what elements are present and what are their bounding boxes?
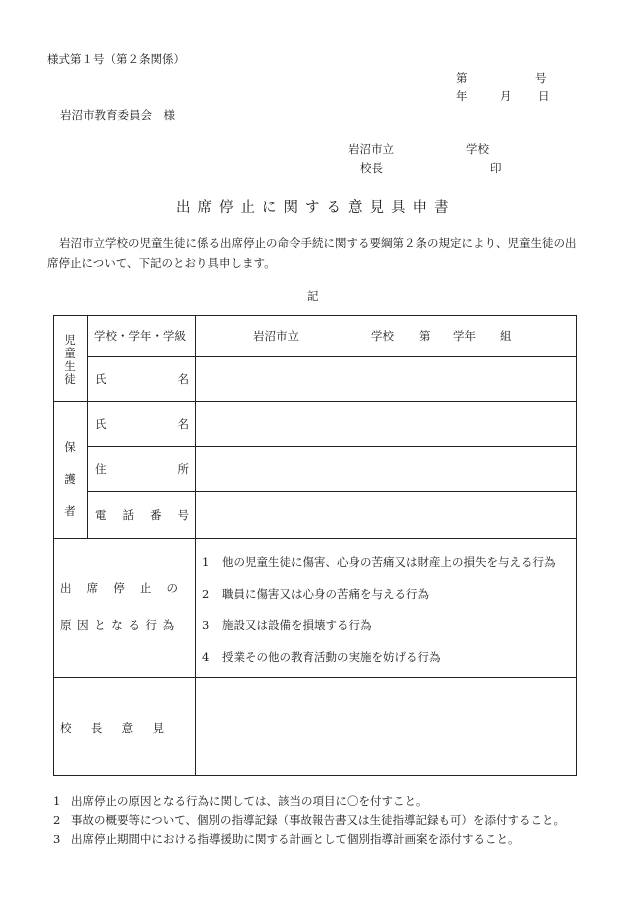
note-number: 1 <box>53 794 61 808</box>
school-grade-label: 学校・学年・学級 <box>94 329 186 343</box>
school-grade-prefix: 岩沼市立 <box>253 329 299 343</box>
sender-school-suffix: 学校 <box>466 142 489 156</box>
doc-number-suffix: 号 <box>535 71 547 85</box>
reason-label-line2: 原因となる行為 <box>60 618 180 632</box>
guardian-group-char: 保 <box>64 440 76 454</box>
guardian-address-field[interactable] <box>196 447 576 491</box>
reason-item[interactable] <box>202 586 429 602</box>
student-group-char: 童 <box>64 346 76 360</box>
sender-school-prefix: 岩沼市立 <box>348 142 394 156</box>
guardian-group-char: 者 <box>64 504 76 518</box>
note-text: 事故の概要等について、個別の指導記録（事故報告書又は生徒指導記録も可）を添付すること。 <box>71 813 566 827</box>
guardian-group-char: 護 <box>64 472 76 486</box>
reason-number: 1 <box>202 555 210 569</box>
reason-number: 2 <box>202 587 210 601</box>
form-number: 様式第１号（第２条関係） <box>47 52 185 66</box>
date-month: 月 <box>500 89 512 103</box>
reason-text: 他の児童生徒に傷害、心身の苦痛又は財産上の損失を与える行為 <box>222 555 556 569</box>
reason-item[interactable] <box>202 649 441 665</box>
guardian-phone-label: 電 話 番 号 <box>95 508 189 522</box>
student-group-char: 徒 <box>64 372 76 386</box>
addressee: 岩沼市教育委員会 様 <box>60 108 175 122</box>
school-grade-school: 学校 <box>371 329 394 343</box>
date-day: 日 <box>538 89 550 103</box>
reason-number: 4 <box>202 650 210 664</box>
note-number: 3 <box>53 832 61 846</box>
reason-item[interactable] <box>202 617 372 633</box>
student-group-char: 児 <box>64 333 76 347</box>
guardian-address-label: 住 所 <box>95 462 189 476</box>
reason-item[interactable] <box>202 554 556 570</box>
reason-number: 3 <box>202 618 210 632</box>
student-name-field[interactable] <box>196 357 576 401</box>
ki-heading: 記 <box>307 289 319 303</box>
note-item <box>53 812 565 828</box>
student-group-label <box>58 334 82 386</box>
student-group-char: 生 <box>64 359 76 373</box>
note-item <box>53 793 428 809</box>
note-number: 2 <box>53 813 61 827</box>
school-grade-class: 組 <box>500 329 512 343</box>
school-grade-dai: 第 <box>419 329 431 343</box>
reason-label-line1: 出 席 停 止 の <box>60 581 178 595</box>
note-item <box>53 831 520 847</box>
body-paragraph: 岩沼市立学校の児童生徒に係る出席停止の命令手続に関する要綱第２条の規定により、児童生徒の出席停止について、下記のとおり具申します。 <box>47 236 577 270</box>
document-title: 出席停止に関する意見具申書 <box>176 200 456 216</box>
note-text: 出席停止の原因となる行為に関しては、該当の項目に〇を付すこと。 <box>71 794 428 808</box>
doc-number-prefix: 第 <box>456 71 468 85</box>
guardian-name-field[interactable] <box>196 402 576 446</box>
sender-seal: 印 <box>490 161 502 175</box>
reason-text: 施設又は設備を損壊する行為 <box>222 618 372 632</box>
school-grade-grade: 学年 <box>453 329 476 343</box>
principal-opinion-field[interactable] <box>196 678 576 775</box>
student-name-label: 氏 名 <box>95 372 189 386</box>
guardian-group-label <box>58 431 82 527</box>
sender-principal: 校長 <box>360 161 383 175</box>
note-text: 出席停止期間中における指導援助に関する計画として個別指導計画案を添付すること。 <box>71 832 520 846</box>
reason-text: 授業その他の教育活動の実施を妨げる行為 <box>222 650 441 664</box>
date-year: 年 <box>456 89 468 103</box>
guardian-phone-field[interactable] <box>196 492 576 538</box>
principal-opinion-label: 校 長 意 見 <box>60 721 164 735</box>
guardian-name-label: 氏 名 <box>95 417 189 431</box>
reason-text: 職員に傷害又は心身の苦痛を与える行為 <box>222 587 429 601</box>
